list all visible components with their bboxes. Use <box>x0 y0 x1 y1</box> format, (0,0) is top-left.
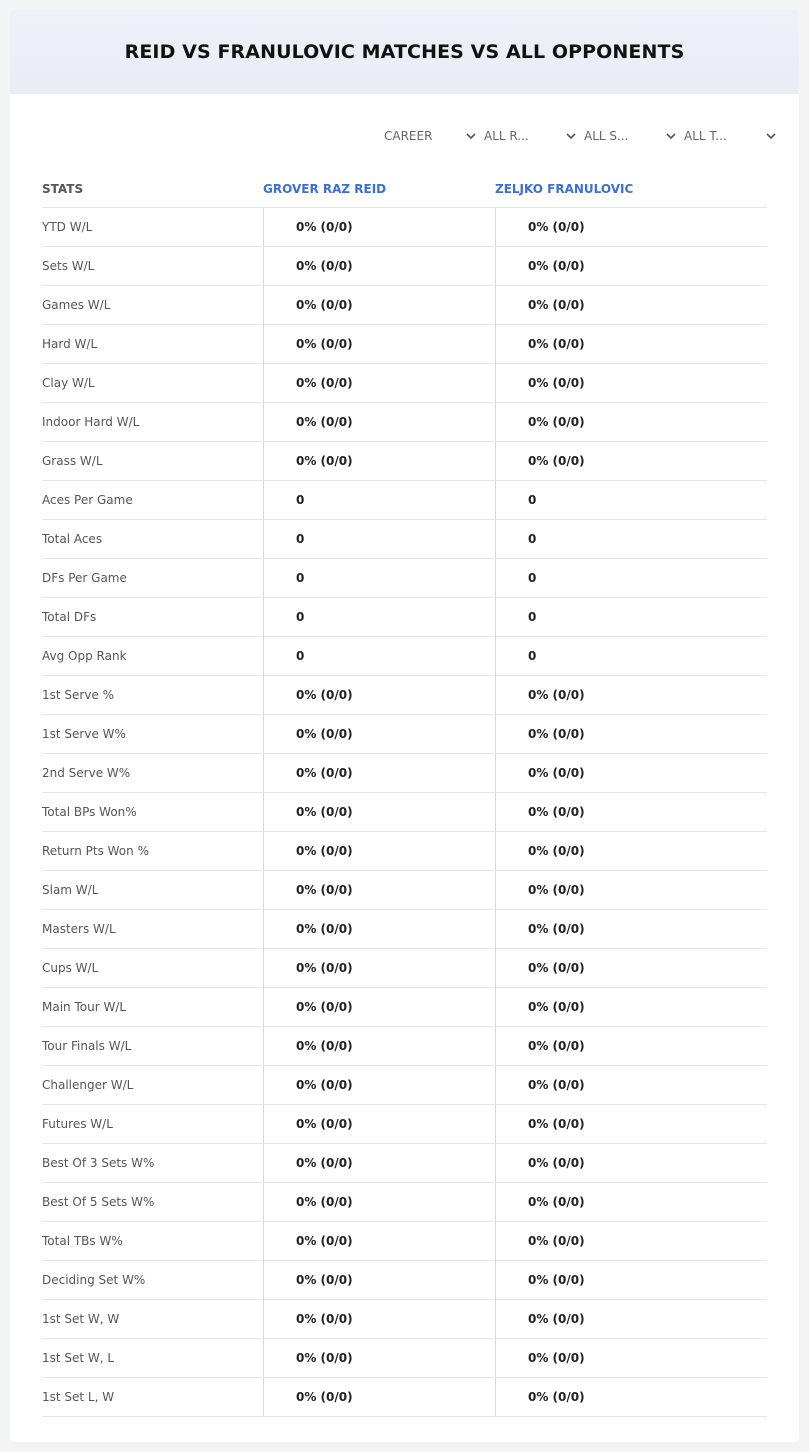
stat-label: YTD W/L <box>42 220 93 234</box>
stats-table-body <box>42 208 767 1417</box>
filter-surface-select[interactable] <box>580 126 680 146</box>
table-row <box>42 1105 767 1144</box>
stat-label: Total TBs W% <box>42 1234 123 1248</box>
stat-label: Main Tour W/L <box>42 1000 127 1014</box>
table-row <box>42 364 767 403</box>
player2-stat-value: 0% (0/0) <box>495 1339 767 1377</box>
table-row <box>42 988 767 1027</box>
player1-stat-value: 0% (0/0) <box>263 1378 495 1416</box>
table-row <box>42 1027 767 1066</box>
player1-stat-value: 0 <box>263 481 495 519</box>
table-row <box>42 1222 767 1261</box>
stat-label: Futures W/L <box>42 1117 113 1131</box>
stat-label: Best Of 3 Sets W% <box>42 1156 155 1170</box>
table-row <box>42 208 767 247</box>
table-row <box>42 871 767 910</box>
player2-stat-value: 0 <box>495 637 767 675</box>
player2-stat-value: 0% (0/0) <box>495 286 767 324</box>
player1-stat-value: 0% (0/0) <box>263 442 495 480</box>
player2-stat-value: 0% (0/0) <box>495 1183 767 1221</box>
stat-label: 2nd Serve W% <box>42 766 131 780</box>
player1-stat-value: 0% (0/0) <box>263 754 495 792</box>
filter-label: ALL T... <box>684 129 727 143</box>
player1-stat-value: 0% (0/0) <box>263 793 495 831</box>
chevron-down-icon <box>766 133 776 139</box>
filter-label: ALL R... <box>484 129 529 143</box>
stat-label: DFs Per Game <box>42 571 127 585</box>
player2-stat-value: 0% (0/0) <box>495 871 767 909</box>
card-header <box>10 10 799 94</box>
table-row <box>42 598 767 637</box>
table-row <box>42 1066 767 1105</box>
stats-card <box>10 10 799 1442</box>
player1-stat-value: 0% (0/0) <box>263 1144 495 1182</box>
stat-label: Challenger W/L <box>42 1078 134 1092</box>
player2-stat-value: 0% (0/0) <box>495 949 767 987</box>
stat-label: Masters W/L <box>42 922 116 936</box>
stat-label: Best Of 5 Sets W% <box>42 1195 155 1209</box>
player2-stat-value: 0% (0/0) <box>495 403 767 441</box>
player1-stat-value: 0% (0/0) <box>263 676 495 714</box>
player1-stat-value: 0% (0/0) <box>263 325 495 363</box>
player2-stat-value: 0% (0/0) <box>495 754 767 792</box>
table-row <box>42 325 767 364</box>
player2-stat-value: 0% (0/0) <box>495 325 767 363</box>
table-row <box>42 1378 767 1417</box>
player1-stat-value: 0 <box>263 598 495 636</box>
player1-stat-value: 0% (0/0) <box>263 1261 495 1299</box>
chevron-down-icon <box>466 133 476 139</box>
table-row <box>42 793 767 832</box>
table-row <box>42 403 767 442</box>
player1-stat-value: 0% (0/0) <box>263 1339 495 1377</box>
player2-stat-value: 0% (0/0) <box>495 988 767 1026</box>
player2-stat-value: 0% (0/0) <box>495 208 767 246</box>
player1-stat-value: 0% (0/0) <box>263 988 495 1026</box>
table-row <box>42 247 767 286</box>
filter-period-select[interactable] <box>380 126 480 146</box>
player1-stat-value: 0% (0/0) <box>263 1105 495 1143</box>
player1-stat-value: 0% (0/0) <box>263 715 495 753</box>
player1-stat-value: 0% (0/0) <box>263 1183 495 1221</box>
player1-stat-value: 0 <box>263 637 495 675</box>
stat-label: 1st Set W, L <box>42 1351 115 1365</box>
stats-column-header: STATS <box>42 181 84 196</box>
table-row <box>42 520 767 559</box>
player2-stat-value: 0% (0/0) <box>495 1105 767 1143</box>
table-row <box>42 910 767 949</box>
player1-stat-value: 0% (0/0) <box>263 949 495 987</box>
stat-label: Sets W/L <box>42 259 95 273</box>
player1-stat-value: 0% (0/0) <box>263 1027 495 1065</box>
stat-label: 1st Set L, W <box>42 1390 115 1404</box>
stat-label: Aces Per Game <box>42 493 133 507</box>
player1-stat-value: 0% (0/0) <box>263 871 495 909</box>
player2-stat-value: 0% (0/0) <box>495 1222 767 1260</box>
stat-label: Clay W/L <box>42 376 95 390</box>
stat-label: Cups W/L <box>42 961 99 975</box>
player1-stat-value: 0% (0/0) <box>263 286 495 324</box>
player2-stat-value: 0% (0/0) <box>495 442 767 480</box>
filter-round-select[interactable] <box>480 126 580 146</box>
player1-stat-value: 0% (0/0) <box>263 1300 495 1338</box>
stat-label: Total Aces <box>42 532 103 546</box>
chevron-down-icon <box>566 133 576 139</box>
player2-stat-value: 0% (0/0) <box>495 1300 767 1338</box>
filter-label: ALL S... <box>584 129 629 143</box>
table-row <box>42 637 767 676</box>
player1-stat-value: 0 <box>263 520 495 558</box>
table-row <box>42 1144 767 1183</box>
table-row <box>42 715 767 754</box>
stat-label: Total DFs <box>42 610 97 624</box>
player2-stat-value: 0% (0/0) <box>495 1144 767 1182</box>
table-row <box>42 1261 767 1300</box>
player1-stat-value: 0% (0/0) <box>263 910 495 948</box>
player2-stat-value: 0% (0/0) <box>495 676 767 714</box>
filter-bar <box>380 126 780 146</box>
stat-label: Slam W/L <box>42 883 99 897</box>
stat-label: Indoor Hard W/L <box>42 415 140 429</box>
filter-tournament-select[interactable] <box>680 126 780 146</box>
table-row <box>42 286 767 325</box>
player2-stat-value: 0% (0/0) <box>495 1066 767 1104</box>
player1-link[interactable]: GROVER RAZ REID <box>263 181 387 196</box>
stat-label: Hard W/L <box>42 337 98 351</box>
player2-stat-value: 0 <box>495 598 767 636</box>
player2-link[interactable]: ZELJKO FRANULOVIC <box>495 181 634 196</box>
player2-stat-value: 0 <box>495 520 767 558</box>
stat-label: Games W/L <box>42 298 111 312</box>
stat-label: 1st Set W, W <box>42 1312 120 1326</box>
player1-stat-value: 0% (0/0) <box>263 247 495 285</box>
table-row <box>42 481 767 520</box>
table-row <box>42 1183 767 1222</box>
table-row <box>42 754 767 793</box>
player2-stat-value: 0% (0/0) <box>495 364 767 402</box>
player1-stat-value: 0% (0/0) <box>263 403 495 441</box>
player2-stat-value: 0% (0/0) <box>495 832 767 870</box>
player2-stat-value: 0% (0/0) <box>495 715 767 753</box>
player2-stat-value: 0% (0/0) <box>495 793 767 831</box>
player2-stat-value: 0% (0/0) <box>495 910 767 948</box>
player1-stat-value: 0% (0/0) <box>263 1222 495 1260</box>
stat-label: Return Pts Won % <box>42 844 149 858</box>
player2-stat-value: 0% (0/0) <box>495 1378 767 1416</box>
table-header <box>42 170 767 208</box>
stat-label: Total BPs Won% <box>42 805 137 819</box>
chevron-down-icon <box>666 133 676 139</box>
player1-stat-value: 0% (0/0) <box>263 364 495 402</box>
table-row <box>42 1300 767 1339</box>
stat-label: Avg Opp Rank <box>42 649 127 663</box>
player1-stat-value: 0% (0/0) <box>263 832 495 870</box>
player2-stat-value: 0% (0/0) <box>495 1261 767 1299</box>
stat-label: Grass W/L <box>42 454 103 468</box>
player2-stat-value: 0% (0/0) <box>495 1027 767 1065</box>
table-row <box>42 832 767 871</box>
player2-stat-value: 0 <box>495 559 767 597</box>
stat-label: Deciding Set W% <box>42 1273 146 1287</box>
table-row <box>42 442 767 481</box>
table-row <box>42 676 767 715</box>
table-row <box>42 559 767 598</box>
player1-stat-value: 0 <box>263 559 495 597</box>
player2-stat-value: 0% (0/0) <box>495 247 767 285</box>
player1-stat-value: 0% (0/0) <box>263 208 495 246</box>
table-row <box>42 1339 767 1378</box>
stat-label: Tour Finals W/L <box>42 1039 132 1053</box>
page-title: REID VS FRANULOVIC MATCHES VS ALL OPPONENTS <box>124 41 685 63</box>
filter-label: CAREER <box>384 129 433 143</box>
stat-label: 1st Serve % <box>42 688 115 702</box>
player2-stat-value: 0 <box>495 481 767 519</box>
player1-stat-value: 0% (0/0) <box>263 1066 495 1104</box>
stat-label: 1st Serve W% <box>42 727 126 741</box>
table-row <box>42 949 767 988</box>
